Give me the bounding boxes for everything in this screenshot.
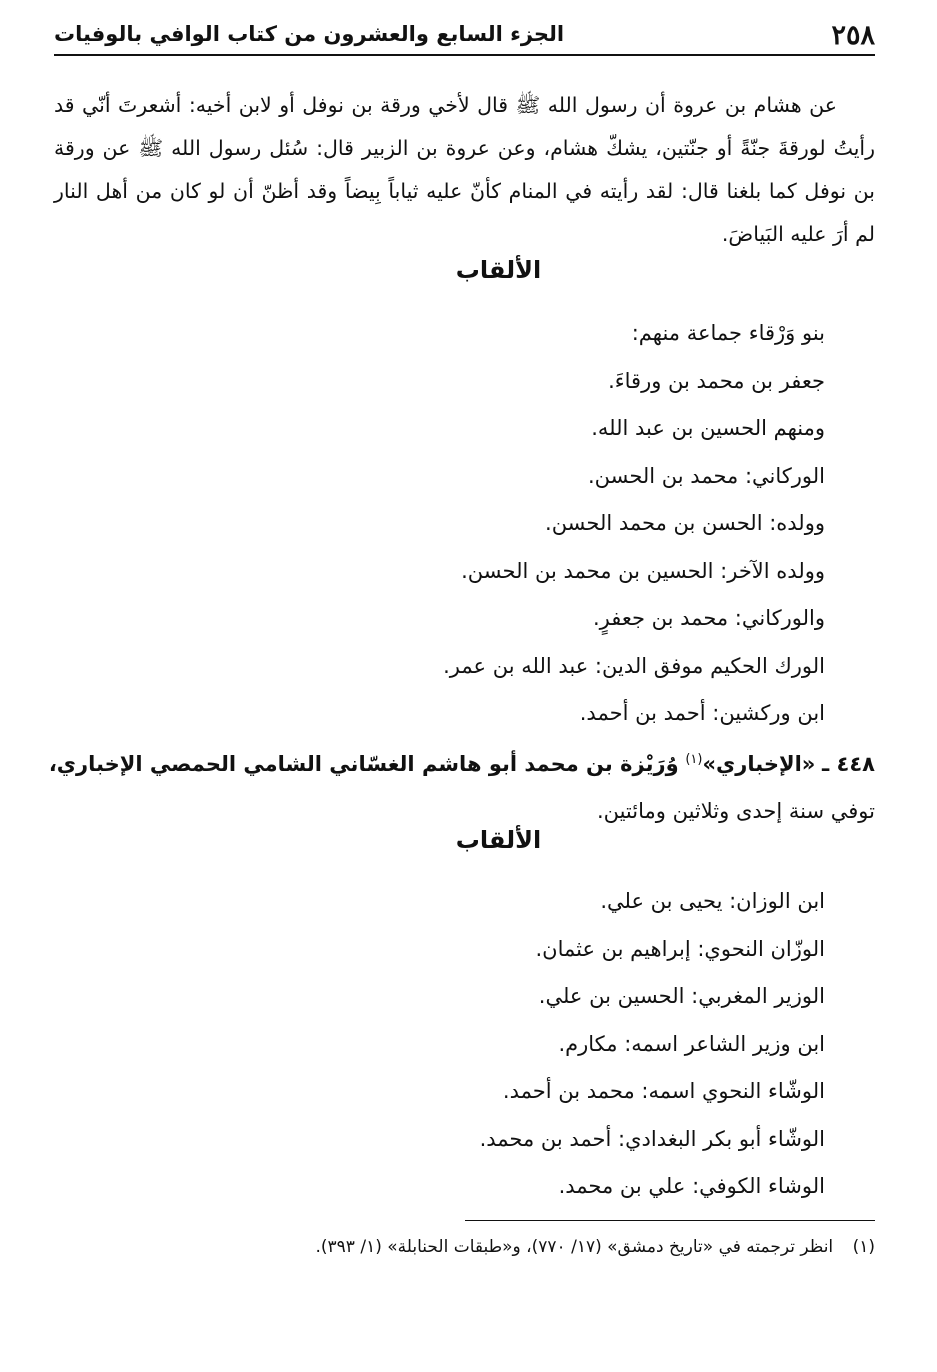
list-item: الوشّاء النحوي اسمه: محمد بن أحمد.	[502, 1079, 825, 1103]
alqab-list-1	[54, 310, 825, 738]
section-heading-alqab-2: الألقاب	[455, 826, 542, 854]
entry-number: ٤٤٨ ـ	[822, 752, 875, 776]
entry-name: وُرَيْزة بن محمد أبو هاشم الغسّاني الشامي الحمصي الإخباري،	[48, 752, 679, 776]
list-item: الورك الحكيم موفق الدين: عبد الله بن عمر.	[443, 653, 825, 678]
footnote-number: (١)	[852, 1237, 875, 1257]
alqab-list-2	[54, 878, 825, 1211]
list-item: ابن وركشين: أحمد بن أحمد.	[579, 701, 825, 725]
footnote-ref[interactable]: (١)	[685, 752, 703, 767]
list-item: ابن الوزان: يحيى بن علي.	[600, 889, 825, 913]
list-item: وولده: الحسن بن محمد الحسن.	[545, 511, 825, 535]
list-item: ابن وزير الشاعر اسمه: مكارم.	[558, 1031, 825, 1056]
list-item: الوزير المغربي: الحسين بن علي.	[538, 984, 825, 1008]
list-item: بنو وَرْقاء جماعة منهم:	[631, 321, 825, 345]
list-item: والوركاني: محمد بن جعفرٍ.	[592, 606, 825, 630]
list-item: الوزّان النحوي: إبراهيم بن عثمان.	[535, 936, 825, 961]
footnote-separator	[465, 1220, 875, 1221]
list-item: جعفر بن محمد بن ورقاءَ.	[608, 368, 825, 393]
footnote	[54, 1232, 875, 1262]
list-item: الوشّاء أبو بكر البغدادي: أحمد بن محمد.	[479, 1126, 825, 1151]
list-item: الوشاء الكوفي: علي بن محمد.	[558, 1174, 825, 1198]
footnote-text: انظر ترجمته في «تاريخ دمشق» (١٧/ ٧٧٠)، و«طبقات الحنابلة» (١/ ٣٩٣).	[315, 1237, 834, 1257]
paragraph-hadith: عن هشام بن عروة أن رسول الله ﷺ قال لأخي ورقة بن نوفل أو لابن أخيه: أشعرتَ أنّي قد رأيتُ لورقةَ جنّةً أو جنّتين، يشكّ هشام، وعن عروة بن الزبير قال: سُئل رسول الله ﷺ عن ورقة بن نوفل كما بلغنا قال: لقد رأيته في المنام كأنّ عليه ثياباً بِيضاً وقد أظنّ أن لو كان من أهل النار لم أرَ عليه البَياضَ.	[54, 93, 875, 246]
entry-448	[44, 736, 875, 835]
list-item: وولده الآخر: الحسين بن محمد بن الحسن.	[461, 558, 825, 583]
running-title: الجزء السابع والعشرون من كتاب الوافي بالوفيات	[54, 22, 565, 46]
section-heading-alqab-1: الألقاب	[455, 256, 542, 284]
page-number: ٢٥٨	[831, 20, 875, 51]
page-header	[54, 14, 875, 56]
entry-headword: «الإخباري»	[702, 752, 816, 776]
list-item: ومنهم الحسين بن عبد الله.	[591, 416, 825, 440]
list-item: الوركاني: محمد بن الحسن.	[587, 463, 825, 488]
entry-death-note: توفي سنة إحدى وثلاثين ومائتين.	[596, 799, 875, 823]
